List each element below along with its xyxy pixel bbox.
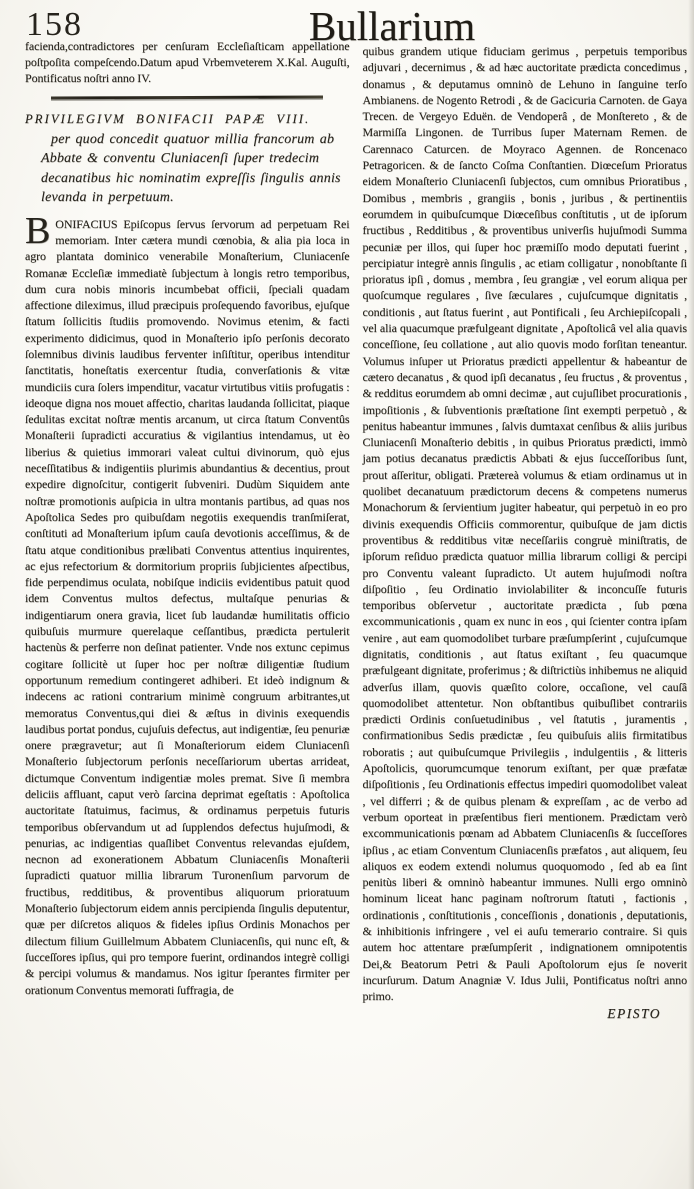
text-columns xyxy=(25,38,687,1171)
intro-paragraph: facienda,contradictores per cenſuram Eccleſiaſticam appellatione poſtpoſita compeſcendo.Datum apud Vrbemveterem X.Kal. Auguſti, Pontificatus noſtri anno IV. xyxy=(25,39,350,86)
right-column xyxy=(363,38,688,1171)
left-body-text: ONIFACIUS Epiſcopus ſervus ſervorum ad perpetuam Rei memoriam. Inter cætera mundi cœnobia, & alia pia loca in agro plantata dominico venerabile Monaſterium, Cluniacenſe Romanæ Eccleſiæ immediatè ſubjectum à longis retro temporibus, dum cura nobis minoris incumbebat officii, ſpeciali quadam affectione dileximus, illud præcipuis proſequendo favoribus, ejuſque ſtatum ſollicitis ſtudiis promovendo. Novimus etenim, & facti experimento didicimus, quod in Monaſterio ipſo perſonis decorato ſolemnibus divinis laudibus ferventer inſiſtitur, operibus intenditur ſanctitatis, honeſtatis exercentur ſtudia, converſationis & vitæ mundiciis cura ſolers impenditur, vacatur virtutibus vitiis profugatis : ideoque digna nos mouet affectio, charitas laudanda ſollicitat, piaque ſedulitas excitat noſtræ mentis arcanum, ut circa ſtatum Conventûs Monaſterii ſupradicti accuratius & vigilantius intendamus, ut èo liberius & quietius immorari valeat cultui divinorum, quò ejus neceſſitatibus & indigentiis plurimis abundantius & decentius, prout expedire dignoſcitur, contigerit ſubveniri. Dudùm Siquidem ante noſtræ promotionis auſpicia in ultra montanis partibus, ad quas nos Apoſtolica Sedes pro quibuſdam negotiis exequendis tranſmiſerat, conſtituti ad Monaſterium ipſum cauſa devotionis acceſſimus, & de ſtatu atque conditionibus prælibati Conventus attentius inquirentes, ac ejus refectorium & dormitorium propriis ſubjicientes aſpectibus, fide perpendimus oculata, nobiſque indiciis evidentibus patuit quod idem Conventus multos defectus, multaſque penurias & indigentiarum onera gravia, licet ſub laudandæ humilitatis officio quibuſuis murmure querelaque ceſſantibus, prædicta pertulerit hactenùs & perferre non deſinat patienter. Vnde nos extunc cepimus cogitare ſollicitè ut ſuper hoc per noſtræ diligentiæ ſtudium opportunum remedium contingeret adhiberi. Et ideò indignum & indecens ac rationi contrarium minimè congruum arbitrantes,ut memoratus Conventus,qui diei & æſtus in divinis exequendis laudibus portat pondus, cujuſuis defectus, aut indigentiæ, ſeu penuriæ onere prægravetur; aut ſi Monaſteriorum eidem Cluniacenſi Monaſterio ſubjectorum perſonis neceſſariorum ubertas arrideat, dictumque Conventum indigentiæ moles premat. Sive ſi membra deliciis affluant, caput verò ſarcina deprimat egeſtatis : Apoſtolica auctoritate ſtatuimus, facimus, & ordinamus perpetuis futuris temporibus obſervandum ut ad ſupplendos defectus hujuſmodi, & penurias, ac indigentias quaſlibet Conventus relevandas ejuſdem, necnon ad exonerationem Abbatum Cluniacenſis Monaſterii ſupradicti quatuor millia librarum Turonenſium parvorum de fructibus, redditibus, & proventibus aliquorum prioratuum Monaſterio ſubjectorum eidem annis percipienda ſingulis deputentur, quæ per diſcretos aliquos & fideles ipſius Ordinis Monachos per dilectum filium Guillelmum Abbatem Cluniacenſis, qui nunc eſt, & ſucceſſores ipſius, qui pro tempore fuerint, ordinandos integrè colligi & percipi volumus & mandamus. Nos igitur ſperantes firmiter per orationum Conventus memorati ſuffragia, de xyxy=(25,216,350,997)
left-column xyxy=(25,38,350,1171)
privilege-heading-title: PRIVILEGIVM BONIFACII PAPÆ VIII. xyxy=(25,111,311,126)
right-body-paragraph: quibus grandem utique fiduciam gerimus , perpetuis temporibus adjuvari , decernimus , & ad hæc auctoritate prædicta concedimus , donamus , & deputamus omninò de Lehuno in ſanguine terſo Ambianens. de Nogento Retrodi , & de Gacicuria Carnoten. de Gaya Trecen. de Vergeyo Eduën. de Vendoperâ , de Monſtereto , & de Marmiſſa Lingonen. de Turribus ſuper Maternam Remen. de Carennaco Caturcen. de Moyraco Agennen. de Roncenaco Petragoricen. & de ſancto Coſma Conſtantien. Diœceſum Prioratus eidem Monaſterio Cluniacenſi ſubjectos, cum omnibus Prioratibus , Domibus , membris , grangiis , bonis , juribus , & pertinentiis eorumdem in quibuſcumque Diœceſibus conſtitutis , ut de ipſorum fructibus , Redditibus , & proventibus univerſis hujuſmodi Summa pecuniæ per illos, qui ſuper hoc præmiſſo modo deputati fuerint , percipiatur integrè annis ſingulis , ac etiam colligatur , nonobſtante ſi prioratus ipſi , domus , membra , ſeu grangiæ , vel eorum aliqua per quoſcumque regulares , ſive ſæculares , cujuſcumque dignitatis , conditionis , aut ſtatus fuerint , aut Pontificali , ſeu Archiepiſcopali , vel alia quacumque præfulgeant dignitate , Apoſtolicâ vel alia quavis conceſſione, ſeu collatione , aut alio quovis modo forſitan teneantur. Volumus inſuper ut Prioratus prædicti appellentur & habeantur de cætero decanatus , & quod ipſi decanatus , ſeu fructus , & proventus , & redditus eorumdem ab omni decimæ , aut cujuſlibet procurationis , impoſitionis , & ſubventionis præſtatione ſint exempti perpetuò , & penitus habeantur immunes , ſalvis dumtaxat cenſibus & aliis juribus Cluniacenſi Monaſterio debitis , in quibus Prioratus prædicti, immò jam potius decanatus prædictis Abbati & ejus ſucceſſoribus ſunt, prout aſſeritur, obligati. Prætereà volumus & etiam ordinamus ut in quolibet decanatuum prædictorum decens & competens numerus Monachorum & ſervientium jugiter habeatur, qui perpetuò in eo pro divinis exequendis Officiis commorentur, quibuſque de jam dictis proventibus & redditibus vitæ neceſſariis congruè miniſtratis, de ipſorum reſiduo prædicta quatuor millia librarum colligi & percipi pro Conventu valeant ſupradicto. Ut autem hujuſmodi noſtra diſpoſitio , ſeu Ordinatio inviolabiliter & inconcuſſe futuris temporibus obſervetur , auctoritate prædicta , ſub pœna excommunicationis , quam ex nunc in eos , qui ſcienter contra ipſam venire , aut eam quomodolibet turbare præſumpſerint , cujuſcumque dignitatis, conditionis , aut ſtatus exiſtant , ſeu quacumque præfulgeant dignitate, proferimus ; & diſtrictiùs inhibemus ne aliquid adverſus illam, quovis quæſito colore, occaſione, vel cauſâ quomodolibet attentetur. Non obſtantibus quibuſlibet contrariis prædicti Ordinis conſuetudinibus , vel ſtatutis , juramentis , confirmationibus Sedis prædictæ , ſeu quibuſuis aliis firmitatibus roboratis ; aut quibuſcumque Privilegiis , indulgentiis , & litteris Apoſtolicis, quorumcumque tenorum exiſtant, per quæ præfatæ diſpoſitionis , ſeu Ordinationis effectus impediri quomodolibet valeat , vel differri ; & de quibus plenam & expreſſam , ac de verbo ad verbum oporteat in præſentibus fieri mentionem. Prædictam verò excommunicationis pœnam ad Abbatem Cluniacenſis & ſucceſſores ipſius , ac etiam Conventum Cluniacenſis præfatos , aut aliquem, ſeu aliquos ex eodem extendi nolumus quoquomodo , ſed ab ea ſint penitùs liberi & omninò habeantur immunes. Nulli ergo omninò hominum liceat hanc paginam noſtrorum ſtatuti , factionis , ordinationis , conſtitutionis , conceſſionis , donationis , deputationis, & inhibitionis infringere , vel ei auſu temerario contraire. Si quis autem hoc attentare præſumpſerit , indignationem omnipotentis Dei,& Beatorum Petri & Pauli Apoſtolorum ejus ſe noverit incurſurum. Datum Anagniæ V. Idus Julii, Pontificatus noſtri anno primo. xyxy=(362,44,687,1004)
left-body-paragraph xyxy=(25,209,350,998)
privilege-heading-subtitle: per quod concedit quatuor millia francorum ab Abbate & conventu Cluniacenſi ſuper tredecim decanatibus hic nominatim expreſſis ſingulis annis levanda in perpetuum. xyxy=(41,131,341,206)
privilege-heading xyxy=(25,110,350,208)
drop-cap-initial: B xyxy=(25,209,51,252)
section-rule xyxy=(51,95,323,99)
running-title: Bullarium xyxy=(308,3,476,49)
page-number: 158 xyxy=(26,6,83,43)
catchword: EPISTO xyxy=(607,1005,661,1021)
